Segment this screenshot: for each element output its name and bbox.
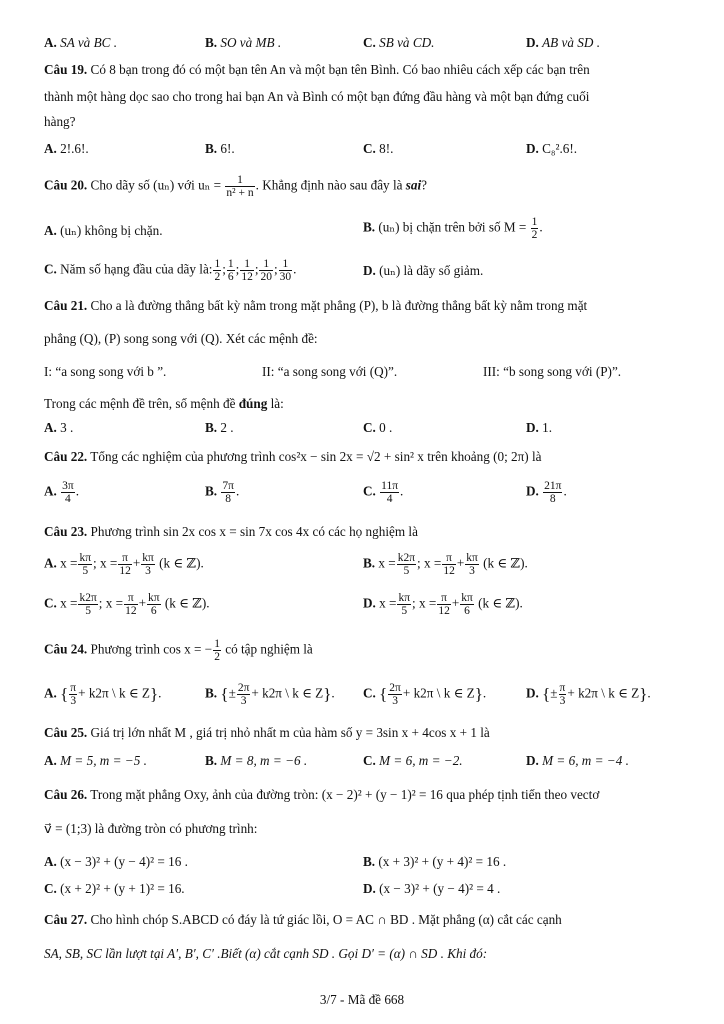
q20-option-a: A. (uₙ) không bị chặn.: [44, 223, 163, 238]
q24-option-a: A. { $\frac{\pi}{3}$ + k2π \ k ∈ Z}.: [44, 682, 162, 708]
q21-option-d: D. 1.: [526, 420, 553, 435]
q24-option-c: C. { $\frac{2\pi}{3}$ + k2π \ k ∈ Z}.: [363, 682, 487, 708]
q22-option-c: C. $\frac{11\pi}{4}$ .: [363, 480, 404, 506]
q22-stem: Câu 22. Tổng các nghiệm của phương trình cos²x − sin 2x = √2 + sin² x trên khoảng (0; 2π) là: [44, 449, 542, 464]
q19-option-a: A. 2!.6!.: [44, 141, 89, 156]
q22-option-d: D. $\frac{21\pi}{8}$ .: [526, 480, 567, 506]
q24-stem: Câu 24. Phương trình cos x = − $\frac{1}{2}$ có tập nghiệm là: [44, 638, 313, 664]
q18-option-a: A. SA và BC .: [44, 35, 118, 50]
q20-option-d: D. (uₙ) là dãy số giảm.: [363, 263, 484, 278]
q24-option-d: D. {± $\frac{\pi}{3}$ + k2π \ k ∈ Z}.: [526, 682, 651, 708]
q19-line3: hàng?: [44, 114, 76, 129]
q21-option-b: B. 2 .: [205, 420, 234, 435]
q25-option-b: B. M = 8, m = −6 .: [205, 753, 308, 768]
q26-option-b: B. (x + 3)² + (y + 4)² = 16 .: [363, 854, 507, 869]
q25-option-a: A. M = 5, m = −5 .: [44, 753, 147, 768]
q18-option-d: D. AB và SD .: [526, 35, 600, 50]
q27-line1: Câu 27. Cho hình chóp S.ABCD có đáy là tứ giác lồi, O = AC ∩ BD . Mặt phẳng (α) cắt các cạnh: [44, 912, 562, 927]
q21-statement-3: III: “b song song với (P)”.: [483, 364, 622, 379]
q25-option-c: C. M = 6, m = −2.: [363, 753, 463, 768]
q26-line2: v⃗ = (1;3) là đường tròn có phương trình:: [44, 821, 258, 836]
q26-option-d: D. (x − 3)² + (y − 4)² = 4 .: [363, 881, 501, 896]
q26-option-c: C. (x + 2)² + (y + 1)² = 16.: [44, 881, 185, 896]
q19-line1: Câu 19. Có 8 bạn trong đó có một bạn tên An và một bạn tên Bình. Có bao nhiêu cách xếp các bạn trên: [44, 62, 590, 77]
q19-line2: thành một hàng dọc sao cho trong hai bạn An và Bình có một bạn đứng đầu hàng và một bạn đứng cuối: [44, 89, 590, 104]
q20-stem: Câu 20. Cho dãy số (uₙ) với uₙ = $\frac{1}{\text{n² + n}}$ . Khẳng định nào sau đây là sai?: [44, 174, 428, 200]
q19-option-d: D. C₈².6!.: [526, 141, 578, 156]
q23-option-b: B. x = $\frac{k2\pi}{5}$ ; x = $\frac{\pi}{12}$ + $\frac{k\pi}{3}$ (k ∈ ℤ).: [363, 552, 528, 578]
q20-fraction: $\frac{1}{\text{n² + n}}$: [226, 174, 254, 200]
q21-line1: Câu 21. Cho a là đường thẳng bất kỳ nằm trong mặt phẳng (P), b là đường thẳng bất kỳ nằm trong mặt: [44, 298, 588, 313]
q20-option-c: C. Năm số hạng đầu của dãy là: $\frac{1}{2}$ ; $\frac{1}{6}$ ; $\frac{1}{12}$ ; $\frac{1}{20}$ ; $\frac{1}{30}$ .: [44, 258, 297, 284]
q18-option-c: C. SB và CD.: [363, 35, 435, 50]
q25-stem: Câu 25. Giá trị lớn nhất M , giá trị nhỏ nhất m của hàm số y = 3sin x + 4cos x + 1 là: [44, 725, 490, 740]
q23-option-d: D. x = $\frac{k\pi}{5}$ ; x = $\frac{\pi}{12}$ + $\frac{k\pi}{6}$ (k ∈ ℤ).: [363, 592, 523, 618]
q21-option-a: A. 3 .: [44, 420, 74, 435]
q27-line2: SA, SB, SC lần lượt tại A′, B′, C′ .Biết (α) cắt cạnh SD . Gọi D′ = (α) ∩ SD . Khi đó:: [44, 946, 488, 961]
q23-option-a: A. x = $\frac{k\pi}{5}$ ; x = $\frac{\pi}{12}$ + $\frac{k\pi}{3}$ (k ∈ ℤ).: [44, 552, 204, 578]
q22-option-a: A. $\frac{3\pi}{4}$ .: [44, 480, 79, 506]
q21-line2: phẳng (Q), (P) song song với (Q). Xét các mệnh đề:: [44, 331, 318, 346]
q20-option-b: B. (uₙ) bị chặn trên bởi số M = $\frac{1}{2}$ .: [363, 216, 543, 242]
q23-stem: Câu 23. Phương trình sin 2x cos x = sin 7x cos 4x có các họ nghiệm là: [44, 524, 418, 539]
q19-option-b: B. 6!.: [205, 141, 235, 156]
q26-line1: Câu 26. Trong mặt phẳng Oxy, ảnh của đường tròn: (x − 2)² + (y − 1)² = 16 qua phép tịnh tiến theo vectơ: [44, 787, 600, 802]
q22-option-b: B. $\frac{7\pi}{8}$ .: [205, 480, 240, 506]
q25-option-d: D. M = 6, m = −4 .: [526, 753, 629, 768]
q24-option-b: B. {± $\frac{2\pi}{3}$ + k2π \ k ∈ Z}.: [205, 682, 335, 708]
page-footer: 3/7 - Mã đề 668: [319, 992, 405, 1007]
q18-option-b: B. SO và MB .: [205, 35, 282, 50]
q21-statement-2: II: “a song song với (Q)”.: [262, 364, 398, 379]
q23-option-c: C. x = $\frac{k2\pi}{5}$ ; x = $\frac{\pi}{12}$ + $\frac{k\pi}{6}$ (k ∈ ℤ).: [44, 592, 210, 618]
q21-statement-1: I: “a song song với b ”.: [44, 364, 167, 379]
q21-line3: Trong các mệnh đề trên, số mệnh đề đúng là:: [44, 396, 284, 411]
q19-option-c: C. 8!.: [363, 141, 394, 156]
q26-option-a: A. (x − 3)² + (y − 4)² = 16 .: [44, 854, 188, 869]
q21-option-c: C. 0 .: [363, 420, 393, 435]
